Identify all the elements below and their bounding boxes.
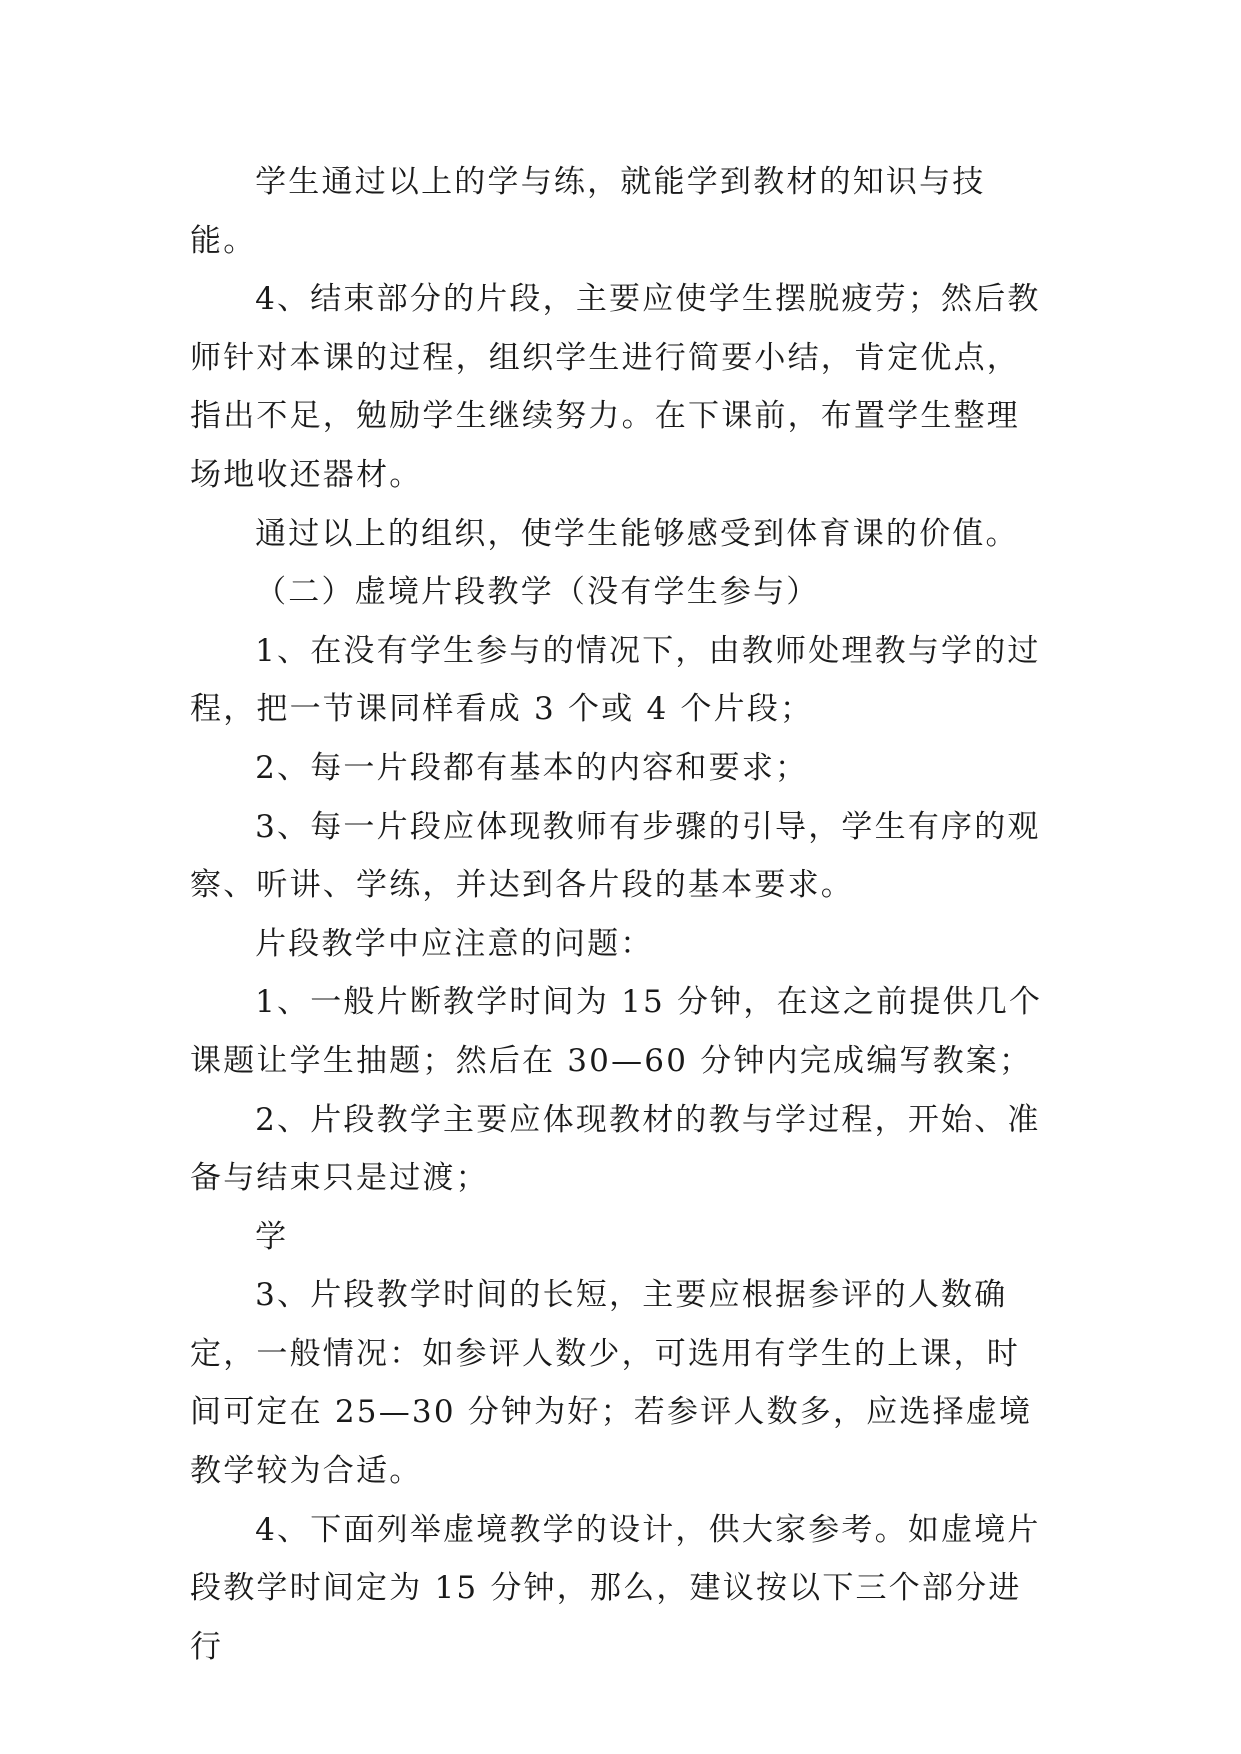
paragraph-10: 学	[255, 1218, 289, 1255]
paragraph-3: 通过以上的组织，使学生能够感受到体育课的价值。	[255, 515, 1019, 552]
paragraph-1: 学生通过以上的学与练，就能学到教材的知识与技能。	[190, 164, 986, 259]
paragraph-8: 1、一般片断教学时间为 15 分钟，在这之前提供几个课题让学生抽题；然后在 30—60 分钟内完成编写教案；	[190, 984, 1043, 1079]
paragraph-4: 1、在没有学生参与的情况下，由教师处理教与学的过程，把一节课同样看成 3 个或 4 个片段；	[190, 632, 1041, 728]
paragraph-5: 2、每一片段都有基本的内容和要求；	[255, 749, 809, 786]
document-body	[190, 153, 1050, 1676]
paragraph-11: 3、片段教学时间的长短，主要应根据参评的人数确定，一般情况：如参评人数少，可选用有学生的上课，时间可定在 25—30 分钟为好；若参评人数多，应选择虚境教学较为合适。	[190, 1277, 1033, 1490]
paragraph-2: 4、结束部分的片段，主要应使学生摆脱疲劳；然后教师针对本课的过程，组织学生进行简要小结，肯定优点，指出不足，勉励学生继续努力。在下课前，布置学生整理场地收还器材。	[190, 281, 1041, 493]
paragraph-7: 片段教学中应注意的问题：	[255, 925, 654, 962]
paragraph-9: 2、片段教学主要应体现教材的教与学过程，开始、准备与结束只是过渡；	[190, 1101, 1041, 1197]
section-heading: （二）虚境片段教学（没有学生参与）	[255, 574, 820, 611]
paragraph-6: 3、每一片段应体现教师有步骤的引导，学生有序的观察、听讲、学练，并达到各片段的基本要求。	[190, 808, 1041, 904]
paragraph-12: 4、下面列举虚境教学的设计，供大家参考。如虚境片段教学时间定为 15 分钟，那么，建议按以下三个部分进行	[190, 1511, 1041, 1665]
